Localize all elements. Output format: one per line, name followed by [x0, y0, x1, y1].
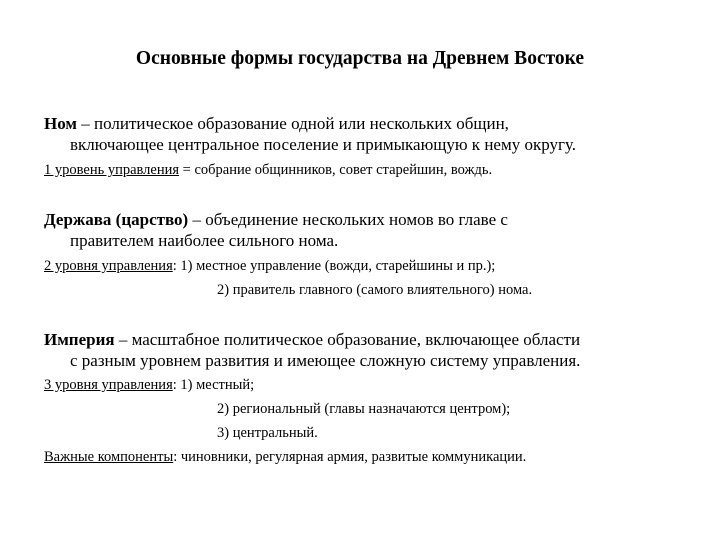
derzhava-level-item2: 2) правитель главного (самого влиятельного) нома.: [217, 282, 533, 298]
nom-levels: [44, 160, 492, 180]
nom-term: Ном: [44, 114, 77, 133]
nom-line1: – политическое образование одной или нескольких общин,: [76, 114, 509, 133]
derzhava-level-item1: : 1) местное управление (вожди, старейшины и пр.);: [172, 258, 496, 274]
imperia-definition: [44, 329, 694, 371]
imperia-line2: с разным уровнем развития и имеющее сложную систему управления.: [70, 351, 581, 370]
derzhava-levels: [44, 256, 495, 276]
imperia-components-label: Важные компоненты: [44, 449, 174, 465]
slide-title: Основные формы государства на Древнем Востоке: [135, 48, 585, 69]
derzhava-line2: правителем наиболее сильного нома.: [70, 231, 339, 250]
imperia-levels: [44, 375, 254, 395]
imperia-line1: – масштабное политическое образование, включающее области: [114, 330, 581, 349]
nom-level-label: 1 уровень управления: [44, 162, 180, 178]
imperia-level-item1: : 1) местный;: [172, 377, 255, 393]
derzhava-definition: [44, 209, 694, 251]
derzhava-level-label: 2 уровня управления: [44, 258, 173, 274]
nom-level-text: = собрание общинников, совет старейшин, вождь.: [179, 162, 493, 178]
imperia-level-item2: 2) региональный (главы назначаются центром);: [217, 401, 511, 417]
derzhava-line1: – объединение нескольких номов во главе с: [188, 210, 508, 229]
derzhava-term: Держава (царство): [44, 210, 189, 229]
imperia-term: Империя: [44, 330, 115, 349]
nom-definition: [44, 113, 694, 155]
imperia-level-item3: 3) центральный.: [217, 425, 318, 441]
nom-line2: включающее центральное поселение и примыкающую к нему округу.: [70, 135, 577, 154]
imperia-level-label: 3 уровня управления: [44, 377, 173, 393]
imperia-components-text: : чиновники, регулярная армия, развитые коммуникации.: [173, 449, 527, 465]
imperia-components: [44, 447, 526, 467]
